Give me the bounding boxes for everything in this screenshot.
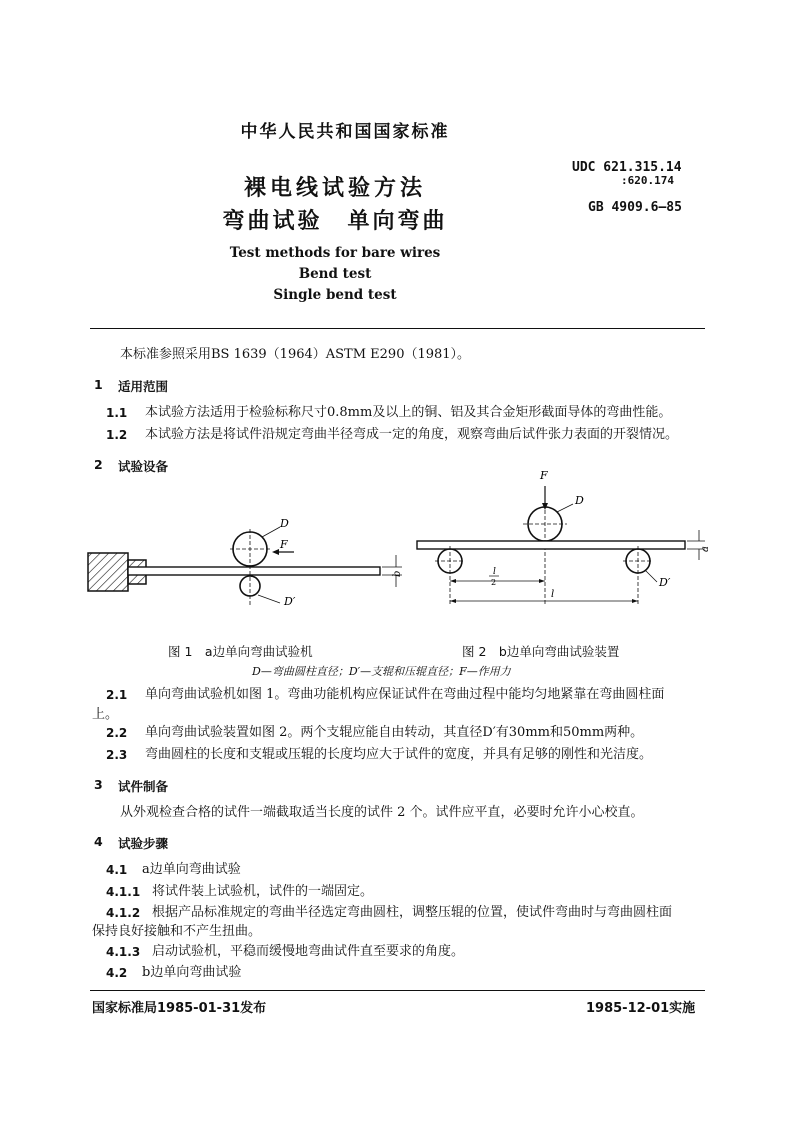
- item-4-2-number: 4.2: [106, 966, 128, 980]
- fig1-label-dprime: D′: [284, 595, 296, 608]
- footer-issued: 国家标准局1985-01-31发布: [92, 1001, 267, 1016]
- document-title-cn-line1: 裸电线试验方法: [243, 176, 426, 201]
- fig2-label-f: F: [540, 469, 548, 482]
- item-1-2-number: 1.2: [106, 428, 128, 442]
- figure1-a-edge-bend-machine: [80, 505, 410, 615]
- item-4-1-number: 4.1: [106, 863, 128, 877]
- item-2-1-text: 单向弯曲试验机如图 1。弯曲功能机构应保证试件在弯曲过程中能均匀地紧靠在弯曲圆柱面: [145, 687, 665, 702]
- header-divider: [90, 328, 705, 329]
- item-2-1-number: 2.1: [106, 688, 128, 702]
- section4-title: 试验步骤: [118, 836, 169, 851]
- document-title-en-line2: Bend test: [298, 266, 372, 282]
- item-4-1-3-number: 4.1.3: [106, 945, 141, 959]
- section1-number: 1: [94, 377, 103, 392]
- footer-divider: [90, 990, 705, 991]
- item-1-1-text: 本试验方法适用于检验标称尺寸0.8mm及以上的铜、铝及其合金矩形截面导体的弯曲性能。: [145, 405, 672, 420]
- item-4-1-1-number: 4.1.1: [106, 885, 141, 899]
- fig1-label-f: F: [280, 538, 288, 551]
- fig1-label-b: b: [392, 570, 403, 577]
- fig2-label-a: a: [700, 546, 711, 552]
- document-title-cn-line2: 弯曲试验 单向弯曲: [222, 209, 448, 234]
- udc-code-line2: :620.174: [621, 174, 674, 187]
- figure2-caption: 图 2 b边单向弯曲试验装置: [462, 644, 620, 659]
- item-4-1-2-text: 根据产品标准规定的弯曲半径选定弯曲圆柱，调整压辊的位置，使试件弯曲时与弯曲圆柱面: [152, 905, 673, 920]
- section3-title: 试件制备: [118, 779, 169, 794]
- fig2-label-l-half-num: l: [493, 567, 496, 577]
- section4-number: 4: [94, 834, 103, 849]
- item-4-1-2-number: 4.1.2: [106, 906, 141, 920]
- item-4-1-text: a边单向弯曲试验: [142, 862, 241, 877]
- item-2-2-number: 2.2: [106, 726, 128, 740]
- specimen-bar: [128, 567, 380, 575]
- fig2-specimen-bar: [417, 541, 685, 549]
- udc-code-line1: UDC 621.315.14: [572, 160, 682, 175]
- item-2-2-text: 单向弯曲试验装置如图 2。两个支辊应能自由转动，其直径D′有30mm和50mm两种。: [145, 725, 644, 740]
- item-4-1-3-text: 启动试验机，平稳而缓慢地弯曲试件直至要求的角度。: [152, 944, 465, 959]
- section2-number: 2: [94, 457, 103, 472]
- document-title-en-line3: Single bend test: [273, 287, 397, 303]
- item-4-1-1-text: 将试件装上试验机，试件的一端固定。: [152, 884, 374, 899]
- item-1-2-text: 本试验方法是将试件沿规定弯曲半径弯成一定的角度，观察弯曲后试件张力表面的开裂情况。: [145, 427, 679, 442]
- figure-legend: D—弯曲圆柱直径；D′—支辊和压辊直径；F—作用力: [252, 665, 511, 678]
- section3-number: 3: [94, 777, 103, 792]
- figure2-b-edge-bend-fixture: [405, 464, 715, 614]
- gb-standard-code: GB 4909.6—85: [588, 200, 682, 215]
- document-title-en-line1: Test methods for bare wires: [229, 245, 441, 261]
- fig2-label-l-half-den: 2: [491, 578, 497, 587]
- fig2-label-l: l: [551, 589, 555, 600]
- item-2-3-number: 2.3: [106, 748, 128, 762]
- item-2-3-text: 弯曲圆柱的长度和支辊或压辊的长度均应大于试件的宽度，并具有足够的刚性和光洁度。: [145, 747, 653, 762]
- figure1-caption: 图 1 a边单向弯曲试验机: [168, 644, 313, 659]
- section2-title: 试验设备: [118, 459, 169, 474]
- footer-effective: 1985-12-01实施: [586, 1001, 696, 1016]
- item-4-1-2-continuation: 保持良好接触和不产生扭曲。: [92, 924, 262, 939]
- fig2-label-dprime: D′: [659, 576, 671, 589]
- item-4-2-text: b边单向弯曲试验: [142, 965, 242, 980]
- item-1-1-number: 1.1: [106, 406, 128, 420]
- fig1-label-d: D: [280, 517, 289, 530]
- item-2-1-continuation: 上。: [92, 707, 119, 722]
- fig2-label-d: D: [575, 494, 584, 507]
- section1-title: 适用范围: [118, 379, 169, 394]
- clamp-block: [88, 553, 128, 591]
- section3-text: 从外观检查合格的试件一端截取适当长度的试件 2 个。试件应平直，必要时允许小心校直。: [120, 805, 644, 820]
- national-standard-title: 中华人民共和国国家标准: [240, 122, 450, 142]
- intro-paragraph: 本标准参照采用BS 1639（1964）ASTM E290（1981）。: [120, 347, 471, 362]
